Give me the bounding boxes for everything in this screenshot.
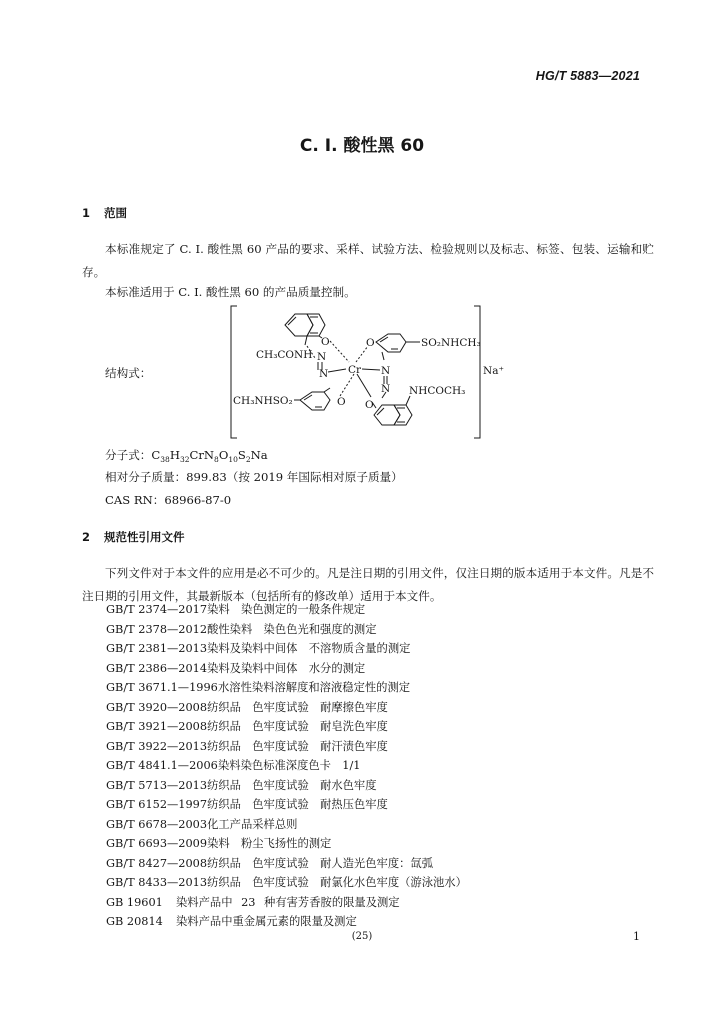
reference-item	[106, 797, 388, 812]
scope-paragraph-1: 本标准规定了 C. I. 酸性黑 60 产品的要求、采样、试验方法、检验规则以及标志、标签、包装、运输和贮存。	[82, 242, 654, 279]
section-1-heading	[82, 205, 127, 221]
reference-item	[106, 836, 331, 851]
counter-ion: Na⁺	[483, 365, 504, 377]
reference-code: GB/T 6678—2003	[106, 818, 208, 831]
reference-title: 染料产品中 23 种有害芳香胺的限量及测定	[176, 896, 400, 909]
reference-item	[106, 602, 365, 617]
reference-item	[106, 817, 297, 832]
reference-title: 纺织品 色牢度试验 耐氯化水色牢度（游泳池水）	[207, 876, 467, 889]
reference-item	[106, 700, 388, 715]
formula-label: 分子式：	[105, 448, 152, 462]
formula-element: CrN	[189, 448, 215, 462]
molecular-formula	[105, 448, 268, 467]
reference-title: 纺织品 色牢度试验 耐热压色牢度	[207, 798, 388, 811]
formula-subscript: 10	[228, 455, 238, 464]
oxygen-label: O	[365, 399, 374, 411]
reference-title: 纺织品 色牢度试验 耐水色牢度	[207, 779, 377, 792]
reference-item	[106, 778, 377, 793]
nitrogen-label: N	[317, 351, 327, 363]
reference-code: GB/T 3920—2008	[106, 701, 208, 714]
section-number: 2	[82, 530, 91, 544]
nitrogen-label: N	[319, 368, 329, 380]
section-title: 规范性引用文件	[104, 530, 185, 544]
reference-item	[106, 641, 410, 656]
cas-number: CAS RN：68966-87-0	[105, 493, 232, 507]
reference-item	[106, 875, 467, 890]
reference-code: GB/T 2386—2014	[106, 662, 208, 675]
reference-item	[106, 680, 410, 695]
reference-code: GB/T 3921—2008	[106, 720, 208, 733]
reference-code: GB/T 2381—2013	[106, 642, 208, 655]
reference-title: 纺织品 色牢度试验 耐汗渍色牢度	[207, 740, 388, 753]
reference-item	[106, 739, 388, 754]
formula-element: Na	[250, 448, 268, 462]
formula-element: S	[237, 448, 246, 462]
molecular-mass: 相对分子质量：899.83（按 2019 年国际相对原子质量）	[105, 470, 403, 484]
formula-subscript: 8	[214, 455, 219, 464]
formula-subscript: 32	[179, 455, 190, 464]
oxygen-label: O	[337, 396, 346, 408]
reference-code: GB/T 6152—1997	[106, 798, 208, 811]
structure-label: 结构式：	[105, 366, 152, 380]
reference-code: GB/T 6693—2009	[106, 837, 208, 850]
reference-code: GB 20814	[106, 915, 163, 928]
reference-item	[106, 622, 377, 637]
section-number: 1	[82, 206, 91, 220]
formula-element: O	[218, 448, 229, 462]
reference-title: 染料染色标准深度色卡 1/1	[218, 759, 361, 772]
nitrogen-label: N	[381, 365, 391, 377]
oxygen-label: O	[321, 336, 330, 348]
group-so2nhch3: SO₂NHCH₃	[421, 337, 481, 349]
formula-subscript: 38	[160, 455, 170, 464]
formula-element: H	[169, 448, 180, 462]
page-number: 1	[633, 930, 640, 943]
group-nhcoch3: NHCOCH₃	[409, 385, 466, 397]
group-ch3conh: CH₃CONH	[256, 349, 313, 361]
scope-paragraph-2: 本标准适用于 C. I. 酸性黑 60 的产品质量控制。	[105, 285, 356, 299]
reference-title: 化工产品采样总则	[207, 818, 298, 831]
reference-code: GB/T 5713—2013	[106, 779, 208, 792]
reference-title: 染料 染色测定的一般条件规定	[207, 603, 366, 616]
reference-code: GB/T 8427—2008	[106, 857, 208, 870]
reference-code: GB/T 3671.1—1996	[106, 681, 218, 694]
reference-title: 染料 粉尘飞扬性的测定	[207, 837, 332, 850]
section-2-heading	[82, 529, 185, 545]
reference-item	[106, 895, 400, 910]
reference-title: 染料及染料中间体 水分的测定	[207, 662, 366, 675]
oxygen-label: O	[366, 337, 375, 349]
section-title: 范围	[104, 206, 127, 220]
chromium-label: Cr	[348, 364, 362, 376]
reference-item	[106, 661, 365, 676]
reference-title: 纺织品 色牢度试验 耐皂洗色牢度	[207, 720, 388, 733]
reference-item	[106, 914, 357, 929]
references-intro: 下列文件对于本文件的应用是必不可少的。凡是注日期的引用文件，仅注日期的版本适用于本文件。凡是不注日期的引用文件，其最新版本（包括所有的修改单）适用于本文件。	[82, 566, 654, 603]
page-title: C. I. 酸性黑 60	[299, 136, 425, 156]
reference-code: GB/T 3922—2013	[106, 740, 208, 753]
reference-title: 酸性染料 染色色光和强度的测定	[207, 623, 377, 636]
formula-element: C	[151, 448, 161, 462]
reference-code: GB/T 8433—2013	[106, 876, 208, 889]
reference-code: GB/T 2378—2012	[106, 623, 208, 636]
reference-code: GB 19601	[106, 896, 163, 909]
reference-title: 染料及染料中间体 不溶物质含量的测定	[207, 642, 411, 655]
reference-item	[106, 758, 360, 773]
reference-code: GB/T 4841.1—2006	[106, 759, 218, 772]
reference-item	[106, 856, 433, 871]
reference-title: 纺织品 色牢度试验 耐摩擦色牢度	[207, 701, 388, 714]
reference-code: GB/T 2374—2017	[106, 603, 208, 616]
reference-title: 染料产品中重金属元素的限量及测定	[176, 915, 357, 928]
page-marker: (25)	[351, 931, 373, 942]
group-ch3nhso2: CH₃NHSO₂	[233, 395, 293, 407]
standard-code: HG/T 5883—2021	[535, 69, 640, 83]
reference-title: 纺织品 色牢度试验 耐人造光色牢度：氙弧	[207, 857, 434, 870]
structural-formula	[226, 296, 516, 446]
reference-title: 水溶性染料溶解度和溶液稳定性的测定	[218, 681, 411, 694]
nitrogen-label: N	[381, 383, 391, 395]
reference-item	[106, 719, 388, 734]
formula-subscript: 2	[245, 455, 251, 464]
